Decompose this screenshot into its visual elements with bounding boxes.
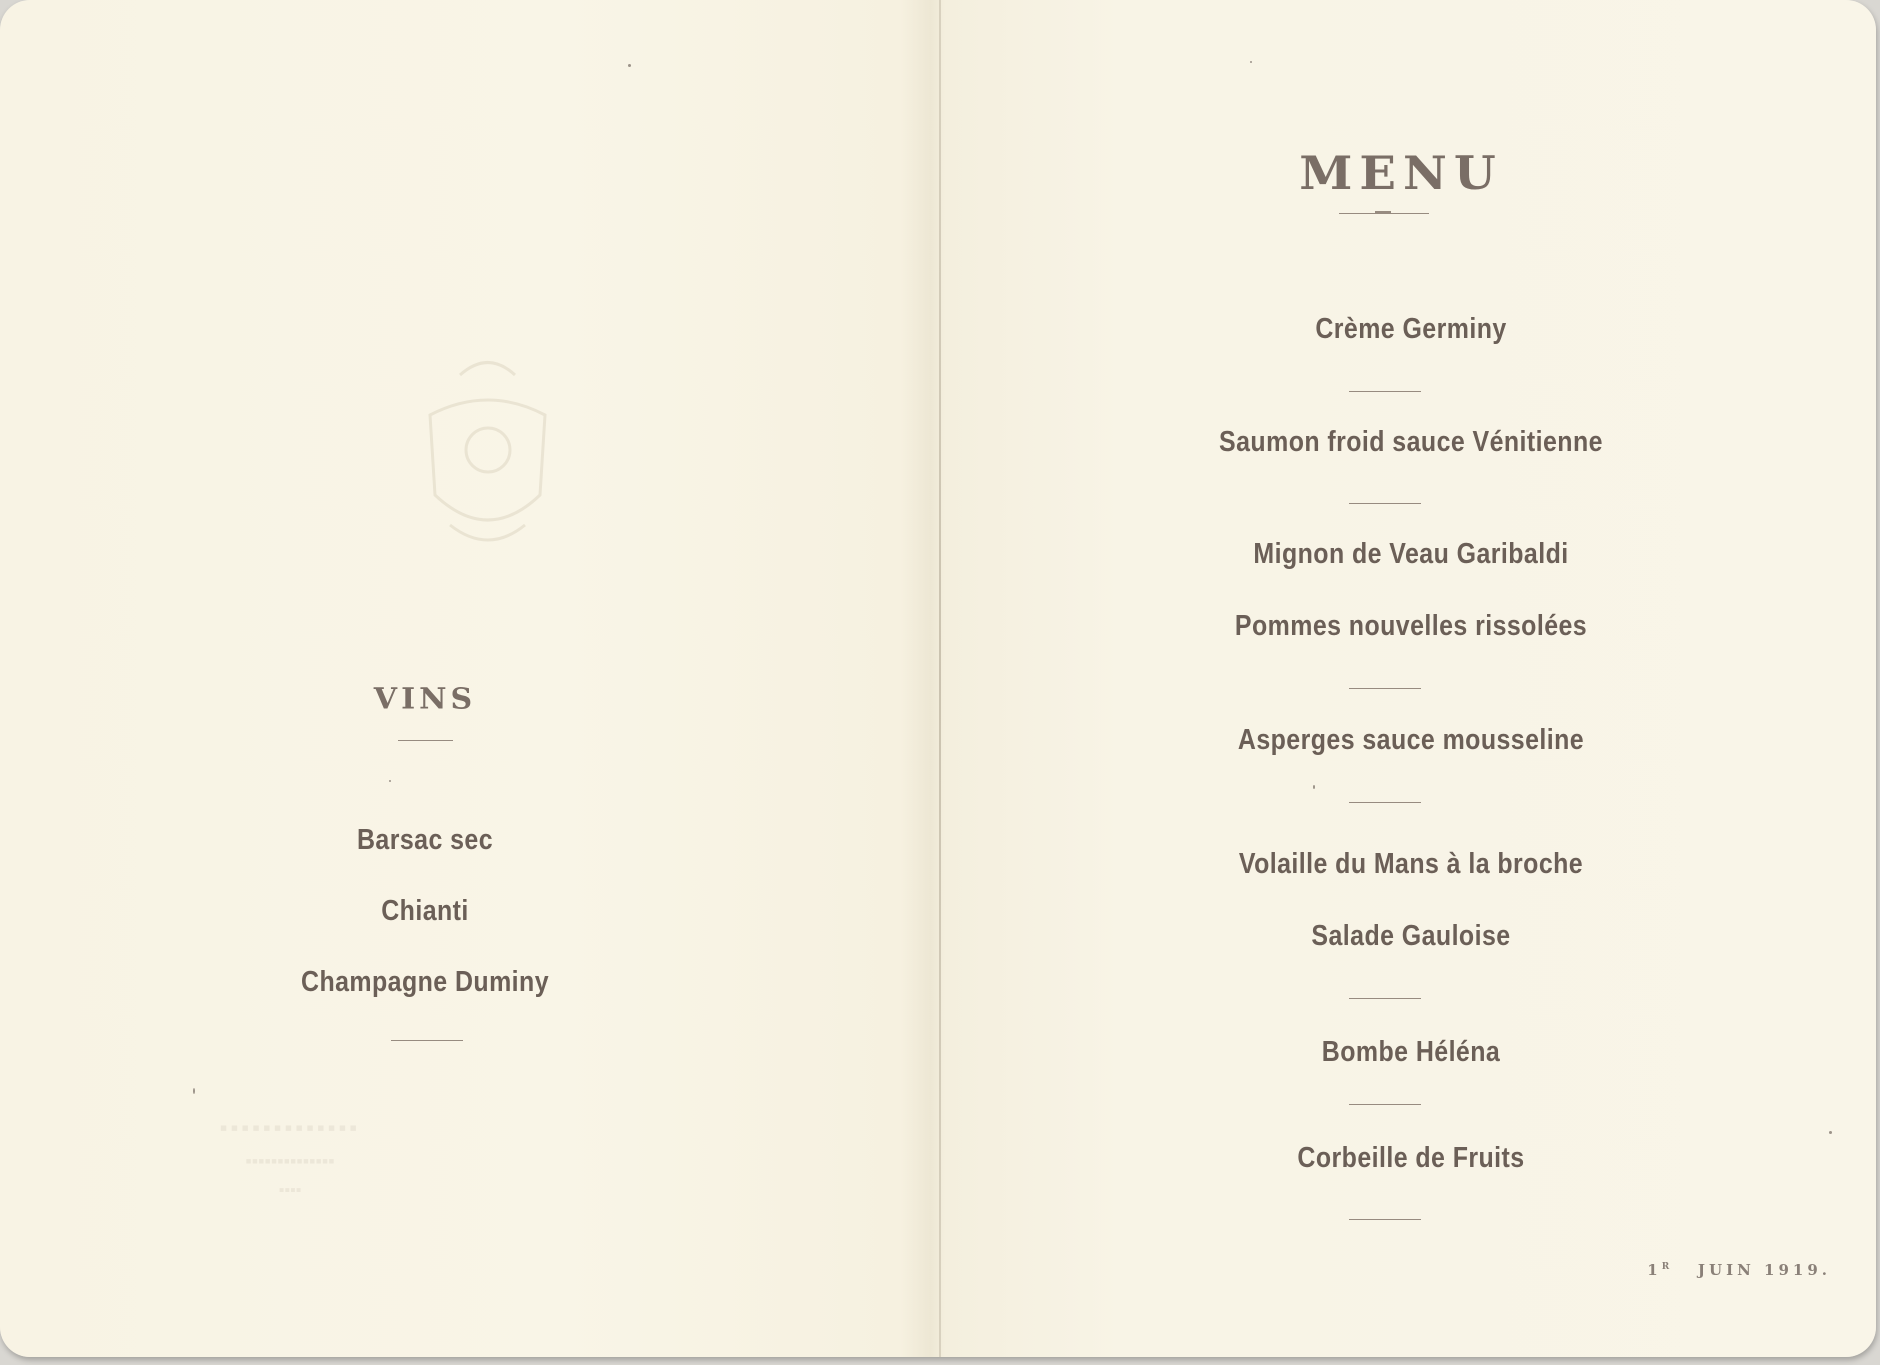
divider bbox=[1349, 998, 1421, 999]
wine-panel bbox=[0, 0, 940, 1357]
wine-item: Barsac sec bbox=[356, 824, 494, 856]
paper-speck bbox=[1829, 1131, 1832, 1134]
menu-item: Pommes nouvelles rissolées bbox=[1234, 610, 1588, 642]
menu-item: Volaille du Mans à la broche bbox=[1238, 848, 1584, 880]
menu-item: Asperges sauce mousseline bbox=[1237, 724, 1585, 756]
date-day: 1 bbox=[1647, 1261, 1662, 1279]
menu-item: Corbeille de Fruits bbox=[1297, 1142, 1525, 1174]
divider bbox=[1349, 503, 1421, 504]
menu-item: Crème Germiny bbox=[1315, 313, 1507, 345]
divider bbox=[1349, 688, 1421, 689]
wine-item: Champagne Duminy bbox=[300, 966, 550, 998]
date-suffix: R bbox=[1661, 1262, 1671, 1272]
paper-speck bbox=[628, 64, 631, 67]
menu-item: Salade Gauloise bbox=[1311, 920, 1511, 952]
show-through-print: ▪▪▪▪▪▪▪▪▪▪▪▪▪ ▪▪▪▪▪▪▪▪▪▪▪▪▪▪ ▪▪▪▪ bbox=[219, 1115, 361, 1199]
paper-speck bbox=[389, 780, 391, 782]
menu-date bbox=[1521, 1261, 1831, 1279]
wine-item: Chianti bbox=[381, 895, 469, 927]
menu-panel bbox=[941, 0, 1876, 1357]
divider-ornament bbox=[1375, 211, 1391, 214]
paper-speck bbox=[1250, 61, 1252, 63]
paper-speck bbox=[1313, 785, 1315, 789]
menu-title: MENU bbox=[1299, 147, 1503, 201]
paper-speck bbox=[193, 1088, 195, 1094]
divider bbox=[1349, 1219, 1421, 1220]
divider bbox=[1349, 1104, 1421, 1105]
divider bbox=[398, 740, 453, 741]
date-rest: JUIN 1919. bbox=[1697, 1261, 1831, 1279]
divider bbox=[391, 1040, 463, 1041]
menu-item: Mignon de Veau Garibaldi bbox=[1253, 538, 1569, 570]
menu-item: Saumon froid sauce Vénitienne bbox=[1219, 426, 1603, 458]
divider bbox=[1349, 802, 1421, 803]
embossed-crest-icon bbox=[400, 345, 575, 560]
menu-item: Bombe Héléna bbox=[1321, 1036, 1501, 1068]
divider bbox=[1349, 391, 1421, 392]
wine-list-title: VINS bbox=[373, 682, 477, 717]
